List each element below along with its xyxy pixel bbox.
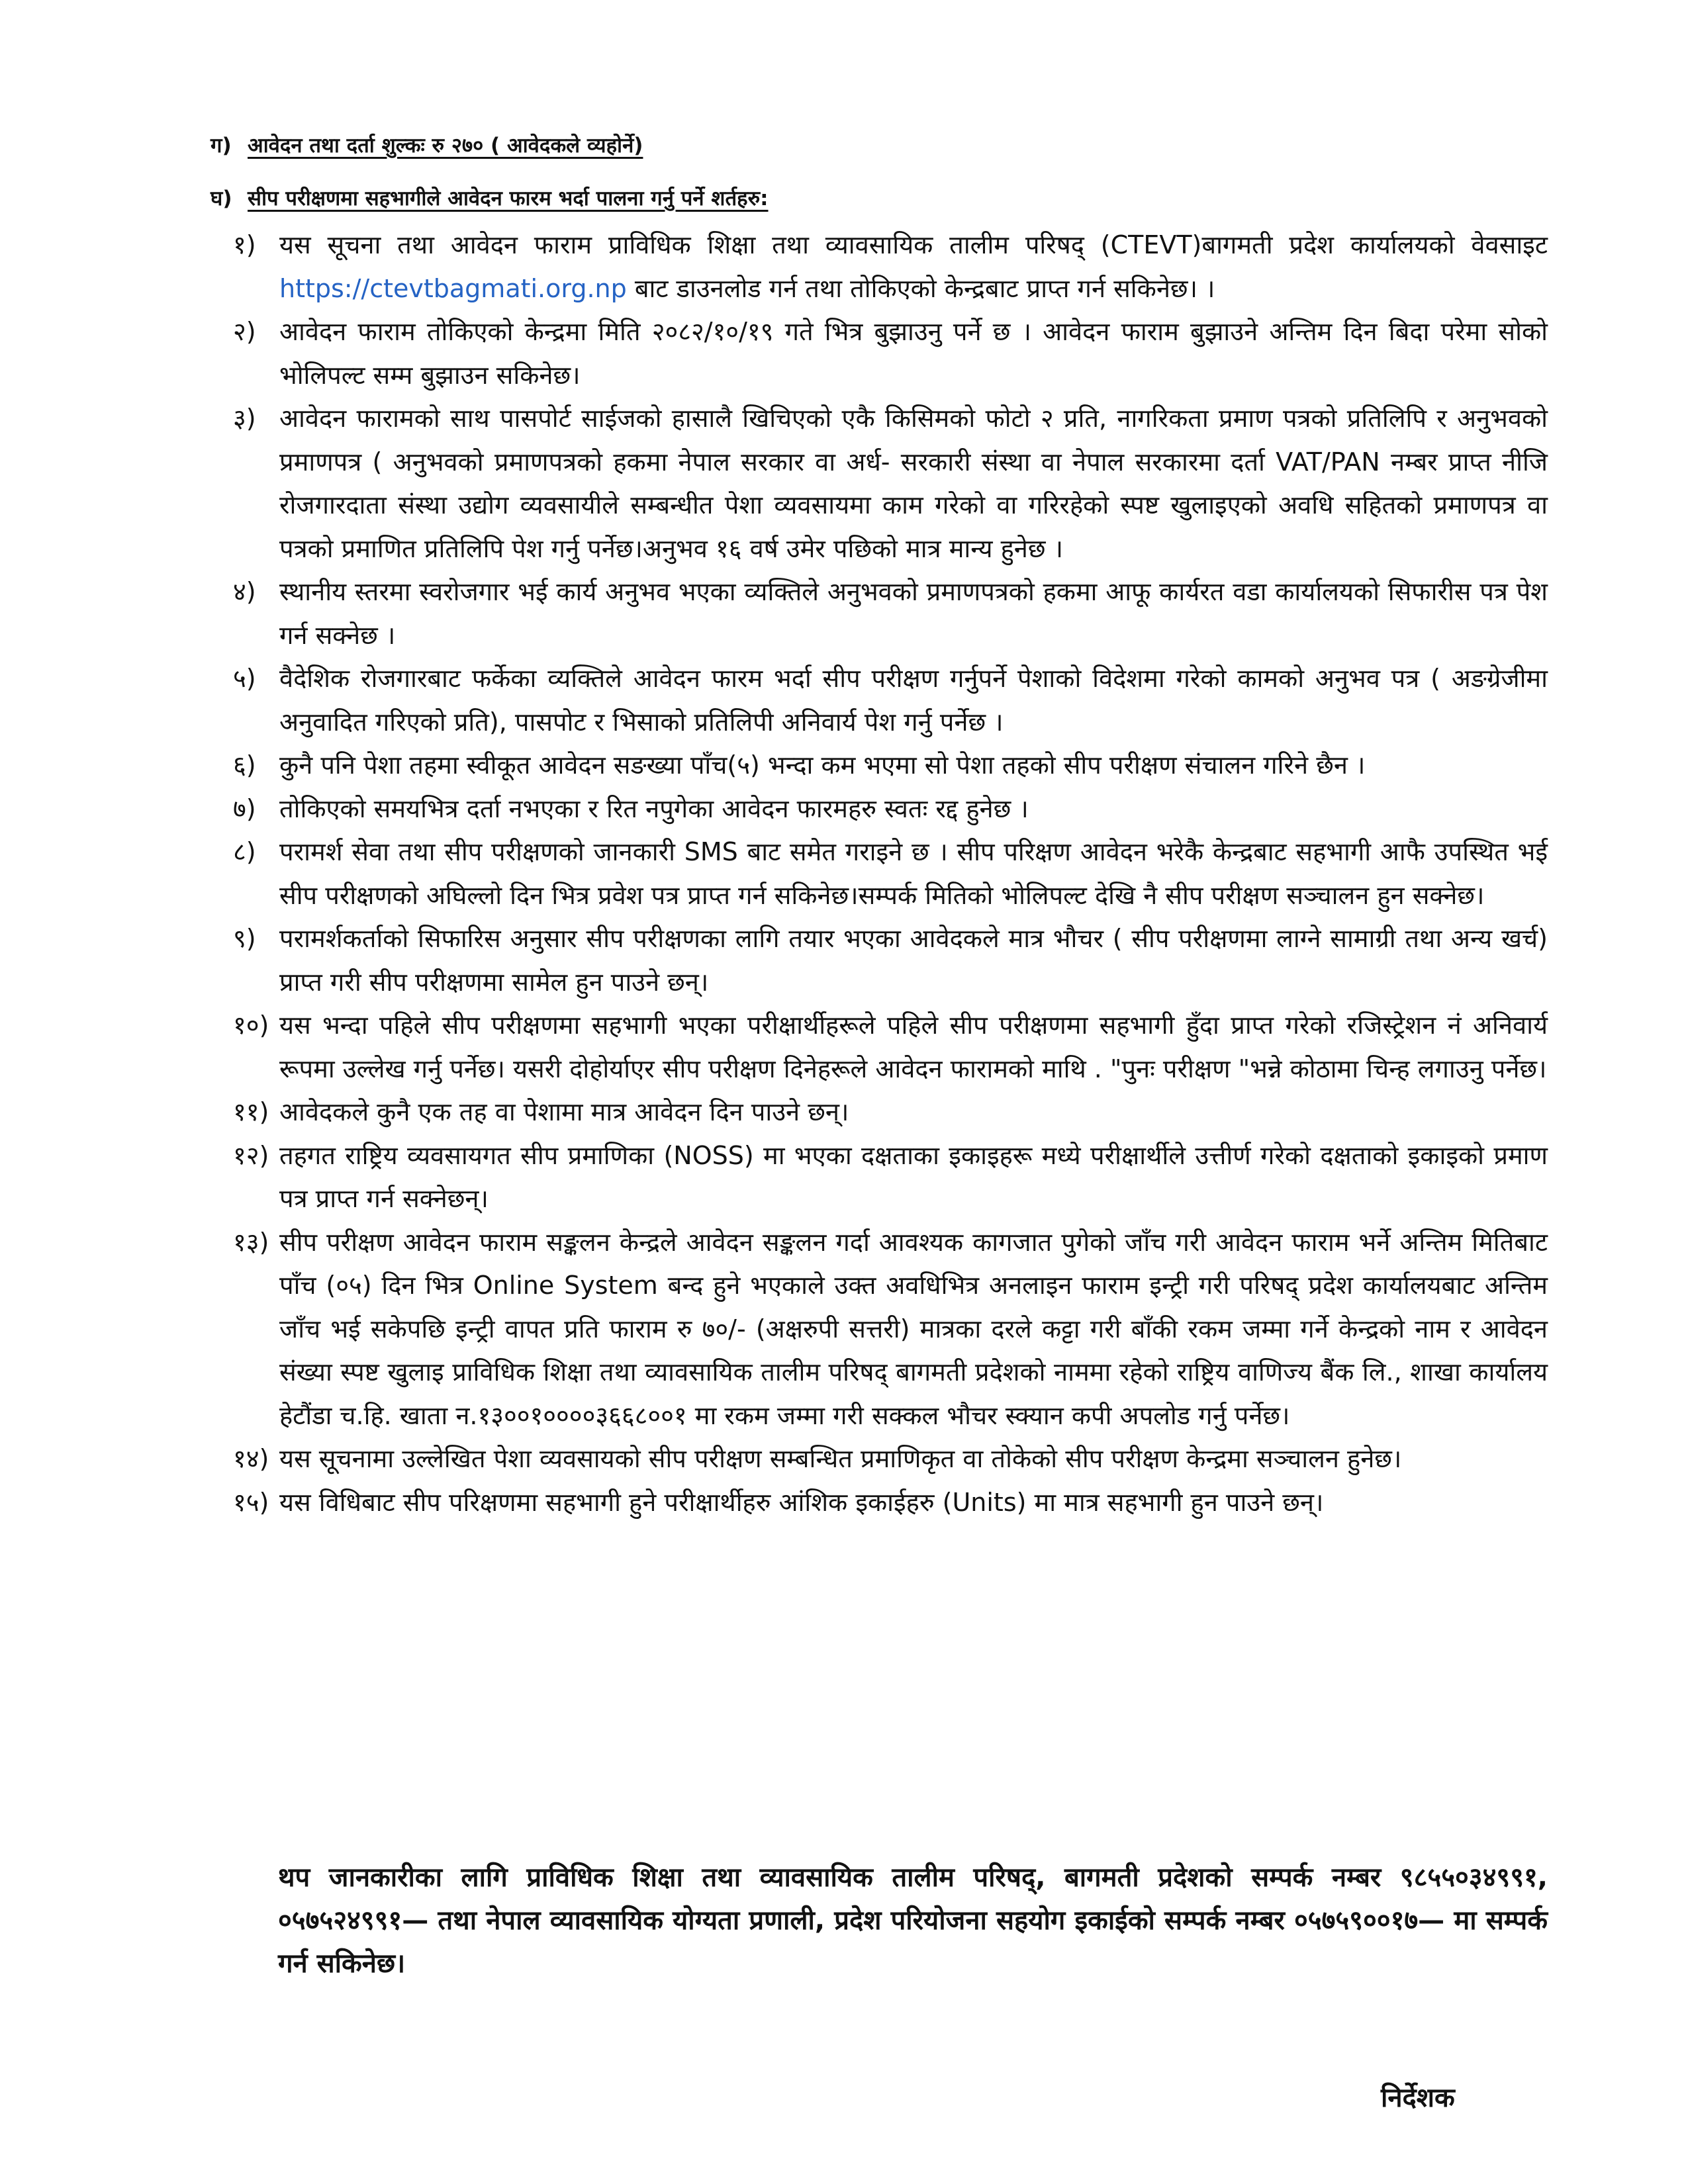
conditions-heading bbox=[211, 184, 769, 212]
signatory-title: निर्देशक bbox=[1381, 2083, 1455, 2113]
fee-heading bbox=[211, 131, 643, 159]
condition-item-11 bbox=[233, 1091, 1548, 1134]
condition-item-7 bbox=[233, 788, 1548, 831]
condition-text: परामर्शकर्ताको सिफारिस अनुसार सीप परीक्षणका लागि तयार भएका आवेदकले मात्र भौचर ( सीप परीक्षणमा लाग्ने सामाग्री तथा अन्य खर्च) प्राप्त गरी सीप परीक्षणमा सामेल हुन पाउने छन्। bbox=[279, 924, 1548, 997]
condition-number: १५) bbox=[233, 1487, 269, 1517]
condition-text: परामर्श सेवा तथा सीप परीक्षणको जानकारी SMS बाट समेत गराइने छ । सीप परिक्षण आवेदन भरेकै केन्द्रबाट सहभागी आफै उपस्थित भई सीप परीक्षणको अघिल्लो दिन भित्र प्रवेश पत्र प्राप्त गर्न सकिनेछ।सम्पर्क मितिको भोलिपल्ट देखि नै सीप परीक्षण सञ्चालन हुन सक्नेछ। bbox=[279, 837, 1548, 910]
conditions-list bbox=[233, 224, 1548, 1524]
condition-number: १) bbox=[233, 230, 256, 259]
website-link[interactable]: https://ctevtbagmati.org.np bbox=[279, 273, 627, 303]
condition-item-9 bbox=[233, 917, 1548, 1004]
condition-number: १४) bbox=[233, 1444, 269, 1473]
condition-text-before-link: यस सूचना तथा आवेदन फाराम प्राविधिक शिक्षा तथा व्यावसायिक तालीम परिषद् (CTEVT)बागमती प्रदेश कार्यालयको वेवसाइट bbox=[279, 230, 1548, 259]
condition-number: ८) bbox=[233, 837, 256, 866]
condition-number: १३) bbox=[233, 1227, 269, 1257]
condition-text: आवेदन फाराम तोकिएको केन्द्रमा मिति २०८२/१०/१९ गते भित्र बुझाउनु पर्ने छ । आवेदन फाराम बुझाउने अन्तिम दिन बिदा परेमा सोको भोलिपल्ट सम्म बुझाउन सकिनेछ। bbox=[279, 317, 1548, 390]
condition-text bbox=[279, 224, 1548, 310]
condition-item-10 bbox=[233, 1004, 1548, 1091]
condition-number: ५) bbox=[233, 664, 256, 693]
condition-number: ३) bbox=[233, 404, 256, 433]
condition-number: ७) bbox=[233, 794, 256, 823]
condition-text: सीप परीक्षण आवेदन फाराम सङ्कलन केन्द्रले आवेदन सङ्कलन गर्दा आवश्यक कागजात पुगेको जाँच गरी आवेदन फाराम भर्ने अन्तिम मितिबाट पाँच (०५) दिन भित्र Online System बन्द हुने भएकाले उक्त अवधिभित्र अनलाइन फाराम इन्ट्री गरी परिषद् प्रदेश कार्यालयबाट अन्तिम जाँच भई सकेपछि इन्ट्री वापत प्रति फाराम रु ७०/- (अक्षरुपी सत्तरी) मात्रका दरले कट्टा गरी बाँकी रकम जम्मा गर्ने केन्द्रको नाम र आवेदन संख्या स्पष्ट खुलाइ प्राविधिक शिक्षा तथा व्यावसायिक तालीम परिषद् बागमती प्रदेशको नाममा रहेको राष्ट्रिय वाणिज्य बैंक लि., शाखा कार्यालय हेटौंडा च.हि. खाता न.१३००१००००३६६८००१ मा रकम जम्मा गरी सक्कल भौचर स्क्यान कपी अपलोड गर्नु पर्नेछ। bbox=[279, 1227, 1548, 1430]
condition-item-5 bbox=[233, 657, 1548, 744]
condition-item-12 bbox=[233, 1134, 1548, 1221]
condition-item-14 bbox=[233, 1437, 1548, 1481]
condition-item-2 bbox=[233, 310, 1548, 397]
condition-number: ९) bbox=[233, 924, 256, 953]
condition-text-after-link: बाट डाउनलोड गर्न तथा तोकिएको केन्द्रबाट प्राप्त गर्न सकिनेछ। । bbox=[626, 273, 1215, 303]
fee-heading-marker: ग) bbox=[211, 134, 232, 158]
condition-item-3 bbox=[233, 397, 1548, 570]
condition-text: आवेदन फारामको साथ पासपोर्ट साईजको हासालै खिचिएको एकै किसिमको फोटो २ प्रति, नागरिकता प्रमाण पत्रको प्रतिलिपि र अनुभवको प्रमाणपत्र ( अनुभवको प्रमाणपत्रको हकमा नेपाल सरकार वा अर्ध- सरकारी संस्था वा नेपाल सरकारमा दर्ता VAT/PAN नम्बर प्राप्त नीजि रोजगारदाता संस्था उद्योग व्यवसायीले सम्बन्धीत पेशा व्यवसायमा काम गरेको वा गरिरहेको स्पष्ट खुलाइएको अवधि सहितको प्रमाणपत्र वा पत्रको प्रमाणित प्रतिलिपि पेश गर्नु पर्नेछ।अनुभव १६ वर्ष उमेर पछिको मात्र मान्य हुनेछ । bbox=[279, 404, 1548, 563]
condition-item-13 bbox=[233, 1221, 1548, 1438]
conditions-heading-marker: घ) bbox=[211, 187, 232, 210]
condition-text: आवेदकले कुनै एक तह वा पेशामा मात्र आवेदन दिन पाउने छन्। bbox=[279, 1097, 849, 1126]
condition-item-6 bbox=[233, 744, 1548, 788]
condition-number: १२) bbox=[233, 1140, 269, 1170]
condition-text: यस विधिबाट सीप परिक्षणमा सहभागी हुने परीक्षार्थीहरु आंशिक इकाईहरु (Units) मा मात्र सहभागी हुन पाउने छन्। bbox=[279, 1487, 1324, 1517]
condition-item-8 bbox=[233, 831, 1548, 917]
condition-text: स्थानीय स्तरमा स्वरोजगार भई कार्य अनुभव भएका व्यक्तिले अनुभवको प्रमाणपत्रको हकमा आफू कार्यरत वडा कार्यालयको सिफारीस पत्र पेश गर्न सक्नेछ । bbox=[279, 577, 1548, 650]
condition-number: २) bbox=[233, 317, 256, 346]
condition-number: ६) bbox=[233, 751, 256, 780]
condition-number: १०) bbox=[233, 1011, 269, 1040]
condition-number: ४) bbox=[233, 577, 256, 606]
condition-text: तोकिएको समयभित्र दर्ता नभएका र रित नपुगेका आवेदन फारमहरु स्वतः रद्द हुनेछ । bbox=[279, 794, 1029, 823]
condition-text: यस भन्दा पहिले सीप परीक्षणमा सहभागी भएका परीक्षार्थीहरूले पहिले सीप परीक्षणमा सहभागी हुँदा प्राप्त गरेको रजिस्ट्रेशन नं अनिवार्य रूपमा उल्लेख गर्नु पर्नेछ। यसरी दोहोर्याएर सीप परीक्षण दिनेहरूले आवेदन फारामको माथि . "पुनः परीक्षण "भन्ने कोठामा चिन्ह लगाउनु पर्नेछ। bbox=[279, 1011, 1548, 1083]
condition-item-1 bbox=[233, 224, 1548, 310]
condition-number: ११) bbox=[233, 1097, 269, 1126]
contact-note: थप जानकारीका लागि प्राविधिक शिक्षा तथा व्यावसायिक तालीम परिषद्, बागमती प्रदेशको सम्पर्क नम्बर ९८५५०३४९९१, ०५७५२४९९१— तथा नेपाल व्यावसायिक योग्यता प्रणाली, प्रदेश परियोजना सहयोग इकाईको सम्पर्क नम्बर ०५७५९००१७— मा सम्पर्क गर्न सकिनेछ। bbox=[278, 1862, 1548, 1979]
condition-item-4 bbox=[233, 570, 1548, 657]
conditions-heading-text: सीप परीक्षणमा सहभागीले आवेदन फारम भर्दा पालना गर्नु पर्ने शर्तहरु: bbox=[248, 187, 769, 210]
fee-heading-text: आवेदन तथा दर्ता शुल्कः रु २७० ( आवेदकले व्यहोर्ने) bbox=[248, 134, 643, 158]
condition-item-15 bbox=[233, 1481, 1548, 1525]
condition-text: यस सूचनामा उल्लेखित पेशा व्यवसायको सीप परीक्षण सम्बन्धित प्रमाणिकृत वा तोकेको सीप परीक्षण केन्द्रमा सञ्चालन हुनेछ। bbox=[279, 1444, 1402, 1473]
condition-text: कुनै पनि पेशा तहमा स्वीकूत आवेदन सङख्या पाँच(५) भन्दा कम भएमा सो पेशा तहको सीप परीक्षण संचालन गरिने छैन । bbox=[279, 751, 1366, 780]
condition-text: तहगत राष्ट्रिय व्यवसायगत सीप प्रमाणिका (NOSS) मा भएका दक्षताका इकाइहरू मध्ये परीक्षार्थीले उत्तीर्ण गरेको दक्षताको इकाइको प्रमाण पत्र प्राप्त गर्न सक्नेछन्। bbox=[279, 1140, 1548, 1213]
condition-text: वैदेशिक रोजगारबाट फर्केका व्यक्तिले आवेदन फारम भर्दा सीप परीक्षण गर्नुपर्ने पेशाको विदेशमा गरेको कामको अनुभव पत्र ( अङग्रेजीमा अनुवादित गरिएको प्रति), पासपोट र भिसाको प्रतिलिपी अनिवार्य पेश गर्नु पर्नेछ । bbox=[279, 664, 1548, 737]
